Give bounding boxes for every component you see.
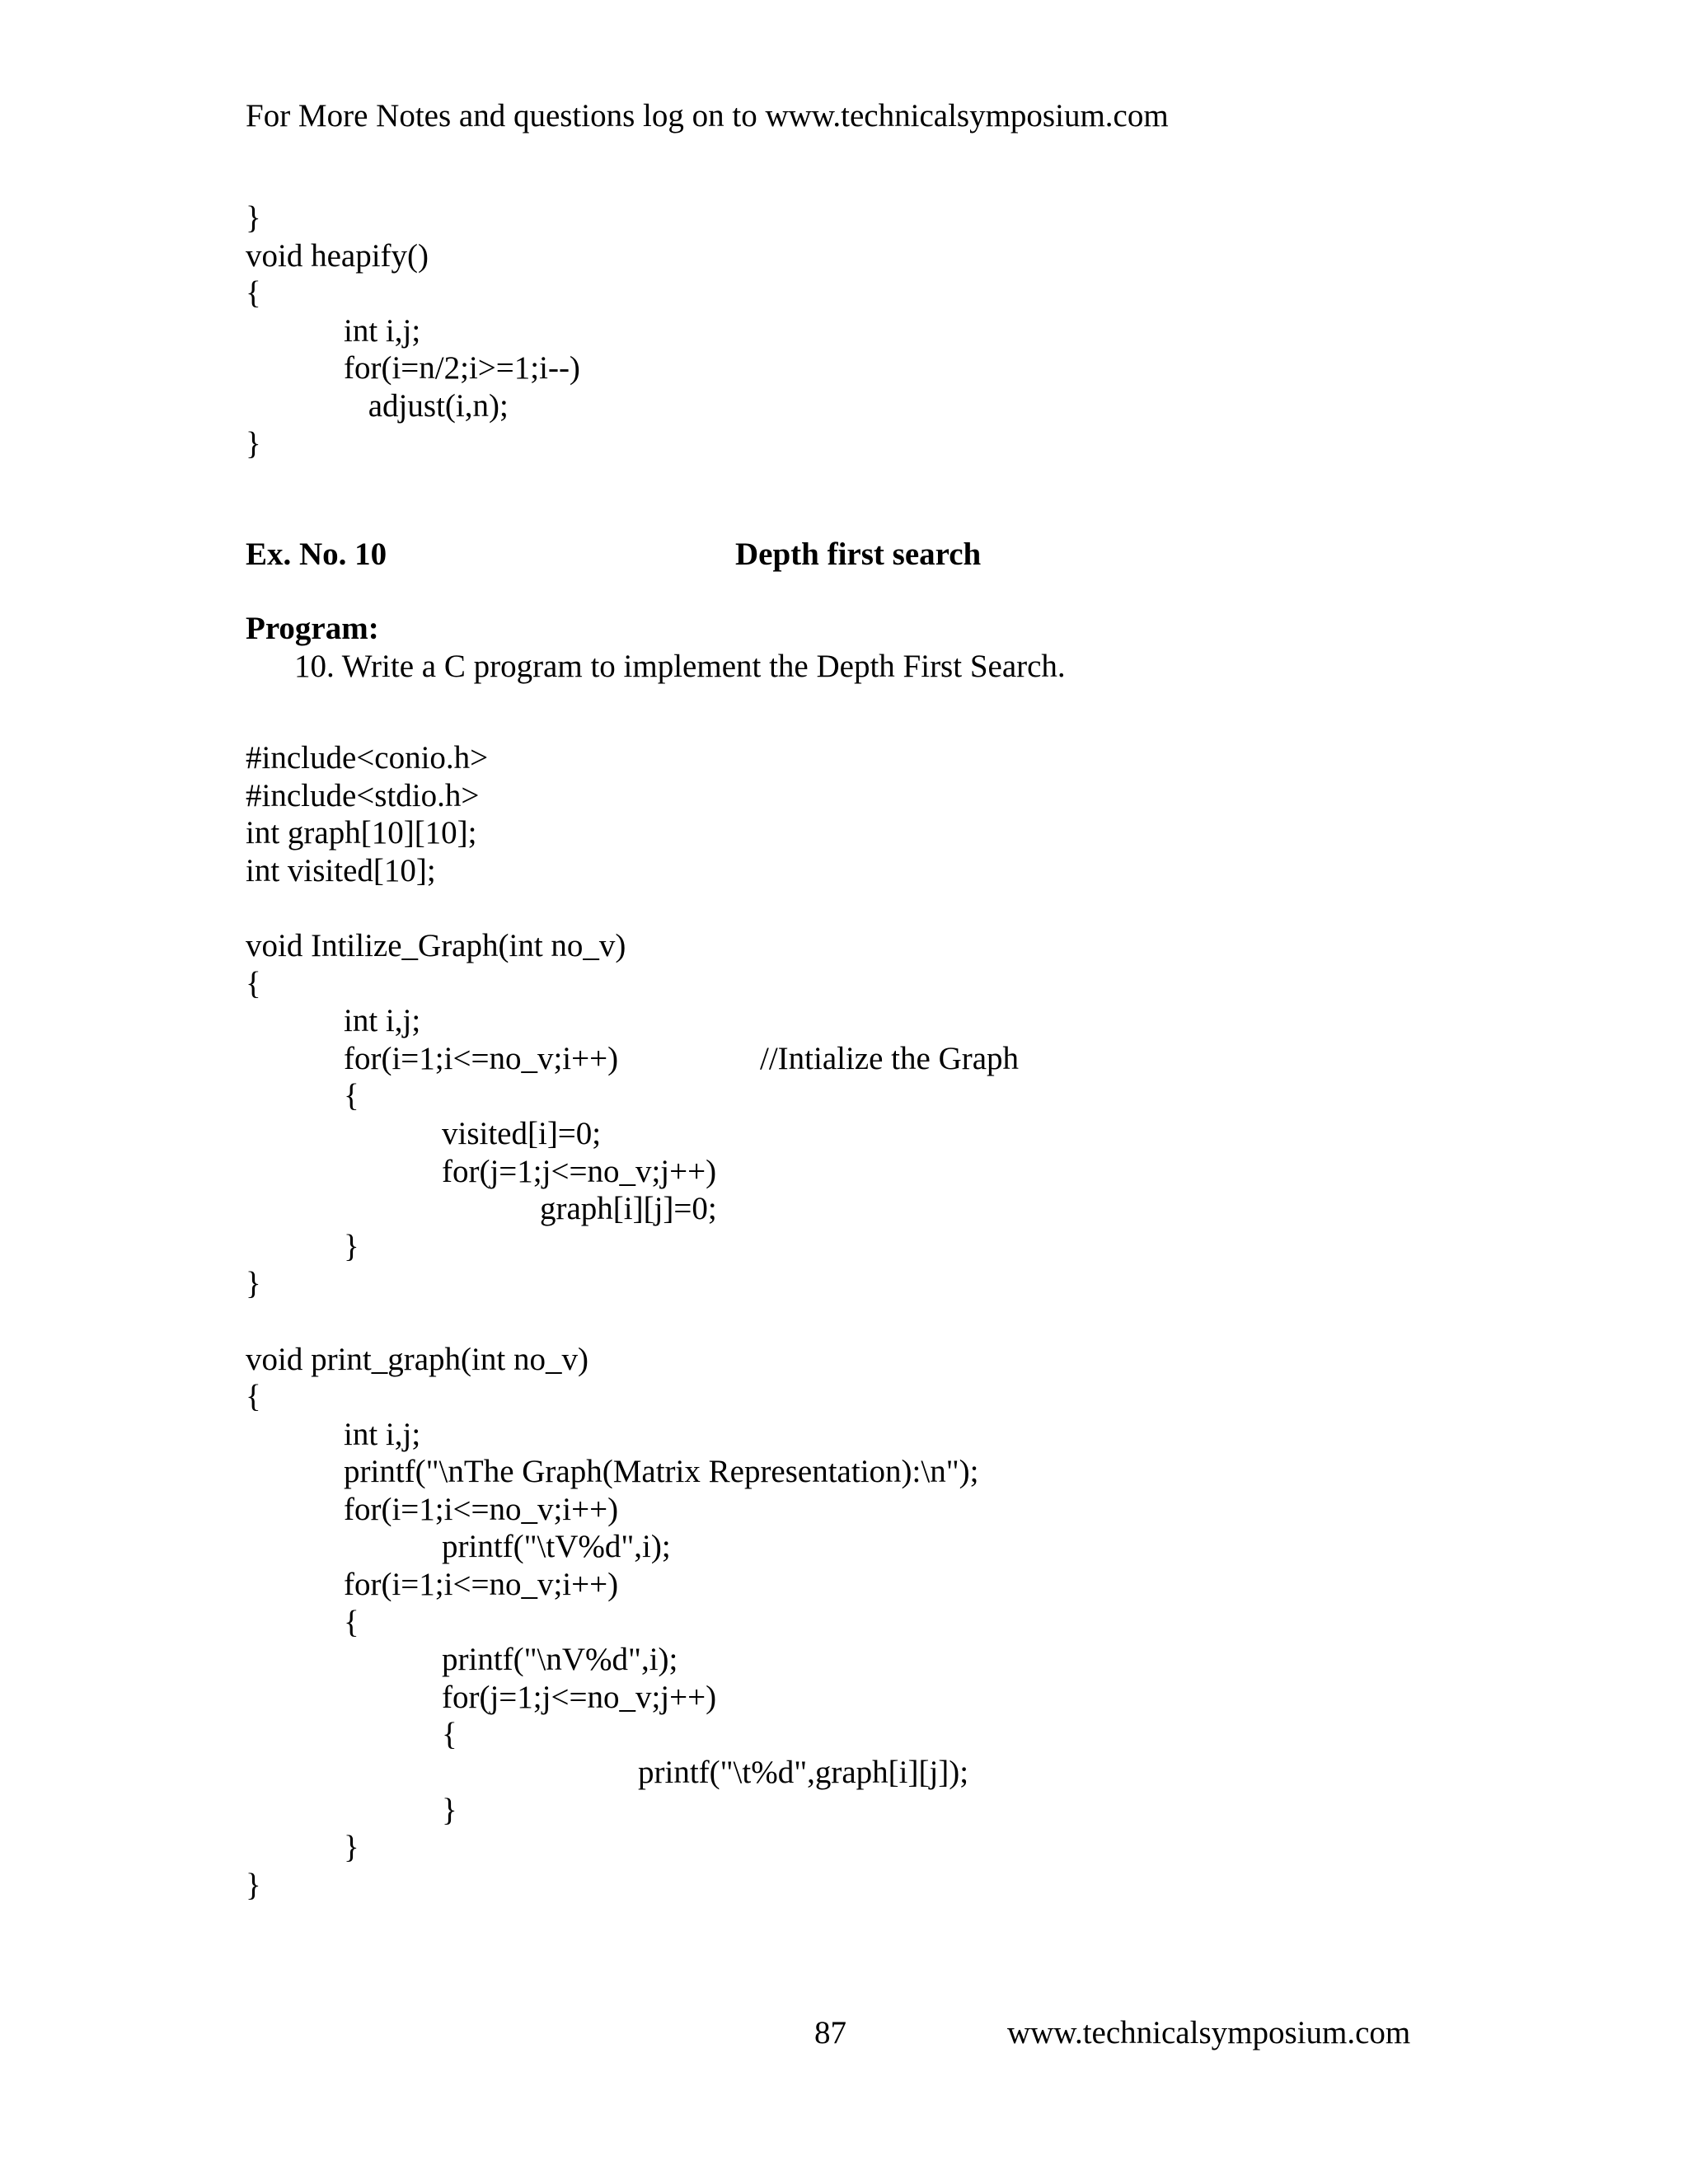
footer-website: www.technicalsymposium.com: [1007, 2015, 1411, 2050]
program-task: 10. Write a C program to implement the Depth First Search.: [294, 649, 1066, 684]
code-text: {: [246, 1379, 261, 1415]
code-text: for(j=1;j<=no_v;j++): [442, 1153, 717, 1189]
code-text: graph[i][j]=0;: [540, 1191, 717, 1227]
code-text: for(i=1;i<=no_v;i++): [344, 1491, 619, 1527]
code-text: for(i=1;i<=no_v;i++): [344, 1567, 619, 1603]
code-text: void Intilize_Graph(int no_v): [246, 927, 626, 963]
code-comment: //Intialize the Graph: [760, 1040, 1020, 1076]
page-header: For More Notes and questions log on to www.technicalsymposium.com: [246, 98, 1169, 134]
code-text: }: [344, 1228, 359, 1264]
code-text: {: [442, 1717, 457, 1753]
code-text: int i,j;: [344, 1003, 421, 1039]
code-text: adjust(i,n);: [368, 387, 509, 424]
code-text: int i,j;: [344, 1416, 421, 1452]
page-number: 87: [814, 2015, 846, 2050]
code-text: #include<conio.h>: [246, 740, 489, 776]
code-text: for(i=n/2;i>=1;i--): [344, 350, 580, 387]
code-text: {: [344, 1604, 359, 1640]
code-text: int graph[10][10];: [246, 815, 477, 851]
code-text: for(j=1;j<=no_v;j++): [442, 1679, 717, 1715]
program-label: Program:: [246, 611, 379, 646]
code-text: #include<stdio.h>: [246, 777, 480, 813]
code-text: {: [344, 1078, 359, 1114]
code-text: printf("\nV%d",i);: [442, 1642, 678, 1678]
code-text: visited[i]=0;: [442, 1115, 602, 1151]
code-text: }: [246, 200, 261, 236]
code-text: }: [442, 1792, 457, 1828]
code-text: void heapify(): [246, 237, 429, 274]
code-text: {: [246, 275, 261, 312]
code-text: }: [344, 1830, 359, 1866]
exercise-number: Ex. No. 10: [246, 537, 387, 572]
code-text: int i,j;: [344, 312, 421, 349]
exercise-title: Depth first search: [735, 537, 982, 572]
code-text: printf("\t%d",graph[i][j]);: [638, 1755, 969, 1791]
code-text: printf("\nThe Graph(Matrix Representation):\n");: [344, 1454, 979, 1490]
code-text: }: [246, 1867, 261, 1903]
code-text: }: [246, 425, 261, 462]
code-text: int visited[10];: [246, 852, 436, 888]
code-text: {: [246, 965, 261, 1001]
code-text: }: [246, 1266, 261, 1302]
code-text: printf("\tV%d",i);: [442, 1529, 671, 1565]
code-text: for(i=1;i<=no_v;i++): [344, 1040, 619, 1076]
code-text: void print_graph(int no_v): [246, 1341, 588, 1377]
